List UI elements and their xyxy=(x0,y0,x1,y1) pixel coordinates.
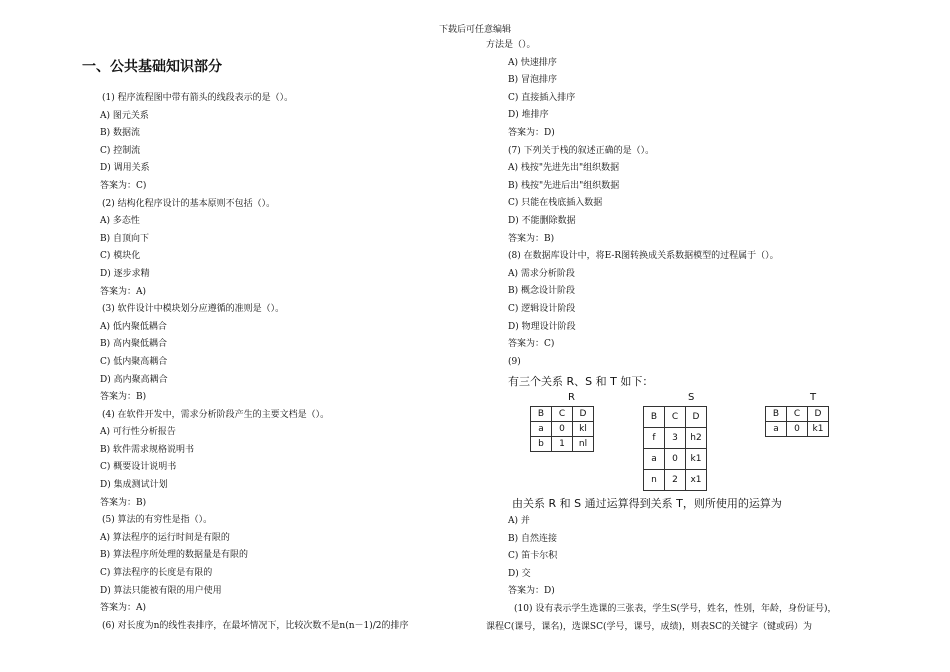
text-line: (10) 设有表示学生选课的三张表，学生S(学号，姓名，性别，年龄，身份证号)， xyxy=(514,603,837,614)
relation-s-name: S xyxy=(688,392,695,403)
text-line: D) 逐步求精 xyxy=(100,268,150,279)
table-header-cell: D xyxy=(573,407,594,422)
text-line: B) 自顶向下 xyxy=(100,233,149,244)
table-cell: x1 xyxy=(686,470,707,491)
right-column-bottom xyxy=(486,513,837,636)
text-line: C) 只能在栈底插入数据 xyxy=(508,198,603,209)
table-header-cell: B xyxy=(766,407,787,422)
table-cell: k1 xyxy=(686,449,707,470)
text-line: (8) 在数据库设计中，将E-R图转换成关系数据模型的过程属于（）。 xyxy=(508,251,779,262)
table-header-cell: D xyxy=(808,407,829,422)
text-line: D) 堆排序 xyxy=(508,110,549,121)
text-line: B) 栈按"先进后出"组织数据 xyxy=(508,180,620,191)
relation-s-table xyxy=(643,406,707,491)
table-cell: a xyxy=(531,422,552,437)
text-line: 答案为：A) xyxy=(100,603,147,614)
text-line: D) 物理设计阶段 xyxy=(508,321,576,332)
table-row xyxy=(531,407,594,422)
table-cell: n xyxy=(644,470,665,491)
text-line: A) 低内聚低耦合 xyxy=(100,321,167,332)
section-title: 一、公共基础知识部分 xyxy=(82,59,222,75)
table-cell: kl xyxy=(573,422,594,437)
text-line: (9) xyxy=(508,356,521,367)
text-line: (4) 在软件开发中，需求分析阶段产生的主要文档是（）。 xyxy=(102,409,330,420)
text-line: B) 软件需求规格说明书 xyxy=(100,444,194,455)
text-line: 方法是（）。 xyxy=(486,40,536,50)
table-row xyxy=(766,407,829,422)
table-header-cell: C xyxy=(552,407,573,422)
right-column-top xyxy=(486,37,779,371)
table-cell: k1 xyxy=(808,422,829,437)
text-line: A) 图元关系 xyxy=(100,110,149,121)
text-line: 答案为：D) xyxy=(508,586,555,597)
text-line: C) 低内聚高耦合 xyxy=(100,356,168,367)
text-line: 答案为：B) xyxy=(100,392,147,403)
text-line: B) 概念设计阶段 xyxy=(508,286,575,297)
text-line: B) 自然连接 xyxy=(508,533,557,544)
text-line: B) 高内聚低耦合 xyxy=(100,339,167,350)
table-row xyxy=(766,422,829,437)
relation-t-table xyxy=(765,406,829,437)
text-line: A) 栈按"先进先出"组织数据 xyxy=(508,163,620,174)
text-line: C) 逻辑设计阶段 xyxy=(508,303,576,314)
text-line: C) 直接插入排序 xyxy=(508,92,576,103)
text-line: 答案为：B) xyxy=(100,497,147,508)
text-line: A) 快速排序 xyxy=(508,57,557,68)
text-line: (7) 下列关于栈的叙述正确的是（）。 xyxy=(508,145,655,156)
table-cell: 0 xyxy=(787,422,808,437)
q9-intro: 有三个关系 R、S 和 T 如下： xyxy=(508,375,654,388)
table-cell: 0 xyxy=(552,422,573,437)
text-line: (6) 对长度为n的线性表排序，在最坏情况下，比较次数不是n(n－1)/2的排序 xyxy=(102,620,409,631)
text-line: C) 模块化 xyxy=(100,251,141,262)
table-cell: f xyxy=(644,428,665,449)
text-line: A) 多态性 xyxy=(100,216,140,227)
table-cell: 0 xyxy=(665,449,686,470)
relation-t-name: T xyxy=(810,392,817,403)
text-line: D) 不能删除数据 xyxy=(508,215,576,226)
text-line: (3) 软件设计中模块划分应遵循的准则是（）。 xyxy=(102,304,285,315)
text-line: 答案为：A) xyxy=(100,286,147,297)
text-line: D) 集成测试计划 xyxy=(100,480,168,491)
table-cell: a xyxy=(766,422,787,437)
table-row xyxy=(644,449,707,470)
text-line: D) 调用关系 xyxy=(100,163,150,174)
table-header-cell: B xyxy=(531,407,552,422)
relation-r-table xyxy=(530,406,594,452)
table-cell: 1 xyxy=(552,437,573,452)
text-line: 答案为：D) xyxy=(508,127,555,138)
table-cell: h2 xyxy=(686,428,707,449)
table-cell: b xyxy=(531,437,552,452)
relation-r-name: R xyxy=(568,392,575,403)
text-line: A) 算法程序的运行时间是有限的 xyxy=(100,532,230,543)
table-cell: 2 xyxy=(665,470,686,491)
text-line: (5) 算法的有穷性是指（）。 xyxy=(102,515,213,526)
table-row xyxy=(531,422,594,437)
text-line: D) 高内聚高耦合 xyxy=(100,374,168,385)
text-line: 答案为：C) xyxy=(508,339,555,350)
text-line: D) 算法只能被有限的用户使用 xyxy=(100,585,222,596)
table-row xyxy=(644,428,707,449)
text-line: A) 并 xyxy=(508,516,530,526)
text-line: C) 控制流 xyxy=(100,145,141,156)
text-line: A) 可行性分析报告 xyxy=(100,427,176,438)
table-cell: a xyxy=(644,449,665,470)
text-line: A) 需求分析阶段 xyxy=(508,268,575,279)
table-cell: nl xyxy=(573,437,594,452)
text-line: D) 交 xyxy=(508,568,531,579)
table-header-cell: B xyxy=(644,407,665,428)
table-header-cell: D xyxy=(686,407,707,428)
q9-question: 由关系 R 和 S 通过运算得到关系 T，则所使用的运算为 xyxy=(512,497,782,510)
text-line: C) 概要设计说明书 xyxy=(100,462,177,473)
text-line: 课程C(课号，课名)，选课SC(学号，课号，成绩)，则表SC的关键字（键或码）为 xyxy=(486,621,813,632)
text-line: C) 算法程序的长度是有限的 xyxy=(100,568,213,579)
text-line: 答案为：C) xyxy=(100,180,147,191)
text-line: 答案为：B) xyxy=(508,233,555,244)
table-row xyxy=(644,470,707,491)
text-line: (2) 结构化程序设计的基本原则不包括（）。 xyxy=(102,198,276,209)
text-line: B) 冒泡排序 xyxy=(508,75,557,86)
table-row xyxy=(644,407,707,428)
table-cell: 3 xyxy=(665,428,686,449)
table-row xyxy=(531,437,594,452)
left-column xyxy=(102,90,409,635)
text-line: B) 算法程序所处理的数据量是有限的 xyxy=(100,550,248,561)
table-header-cell: C xyxy=(665,407,686,428)
text-line: B) 数据流 xyxy=(100,128,140,139)
text-line: C) 笛卡尔积 xyxy=(508,551,558,562)
page-header: 下载后可任意编辑 xyxy=(438,25,511,35)
table-header-cell: C xyxy=(787,407,808,422)
text-line: (1) 程序流程图中带有箭头的线段表示的是（）。 xyxy=(102,93,294,103)
